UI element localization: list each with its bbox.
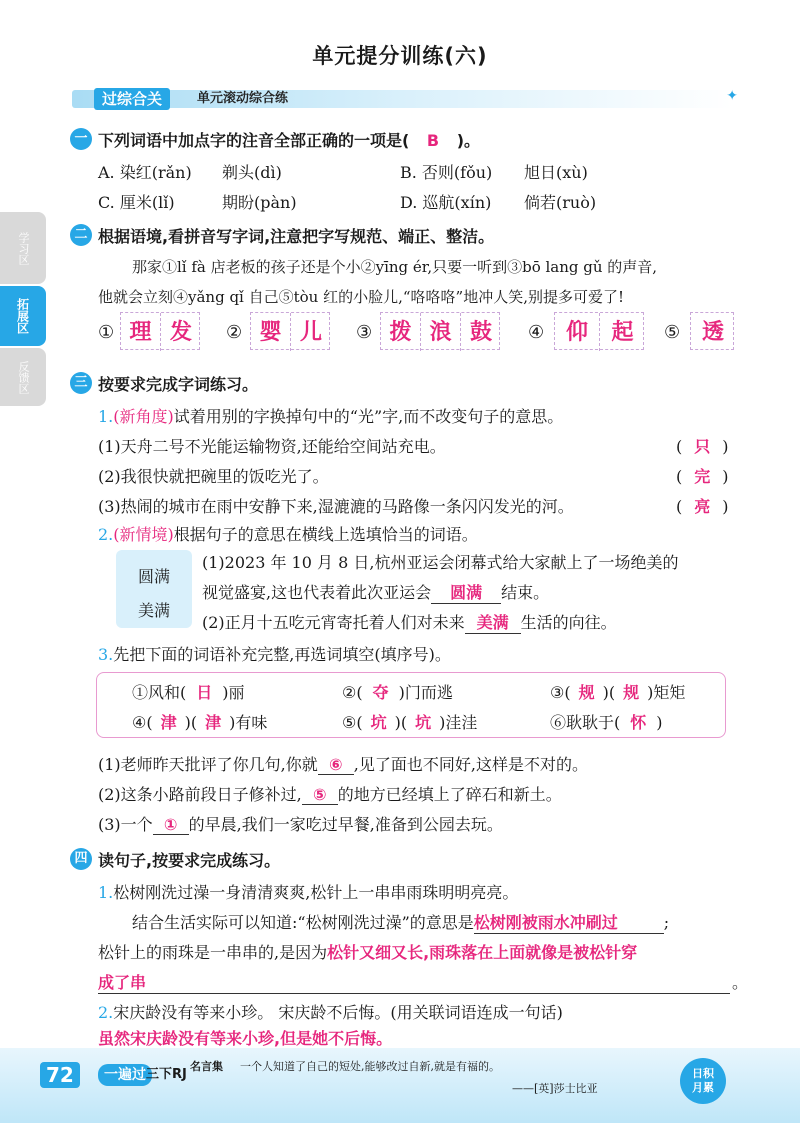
idiom-text: )丽 [222,683,245,702]
q1-head-text: 下列词语中加点字的注音全部正确的一项是( [98,131,410,150]
q4-sub-2 [98,1000,563,1023]
star-icon: ✦ [726,88,738,104]
q3-sub-2-tag: (新情境) [113,525,174,544]
q3-sub-1-tag: (新角度) [113,407,174,426]
badge-line-1: 日积 [692,1067,714,1080]
word-choice-2: 美满 [137,601,170,620]
badge-line-2: 月累 [692,1081,714,1094]
q4-s1-line-2-text: 松针上的雨珠是一串串的,是因为 [98,943,328,962]
idiom-4 [132,710,267,733]
q2-char: 发 [169,319,192,345]
q2-char: 理 [121,313,161,351]
question-4-heading: 读句子,按要求完成练习。 [98,851,281,870]
q2-paragraph-line-1: 那家①lǐ fà 店老板的孩子还是个小②yīng ér,只要一听到③bō lang gǔ 的声音, [132,258,658,276]
fill-text: (2)这条小路前段日子修补过, [98,785,302,804]
fill-text: 的早晨,我们一家吃过早餐,准备到公园去玩。 [188,815,503,834]
q2-answer-num-1: ① [98,322,115,343]
question-number-4: 四 [70,848,92,870]
quote-label: 名言集 [190,1060,223,1073]
q2-paragraph-line-2: 他就会立刻④yǎng qǐ 自己⑤tòu 红的小脸儿,“咯咯咯”地冲人笑,别提多可爱了! [98,288,625,306]
banner-bar [72,90,732,108]
fill-text: ,见了面也不同好,这样是不对的。 [353,755,588,774]
q3-s1-item-1-answer: ( 只 ) [676,437,729,456]
q2-char: 婴 [251,313,291,351]
q3-sub-3 [98,642,451,665]
q3-sub-2-no: 2. [98,525,114,544]
q4-sub-1 [98,880,518,903]
idiom-answer: 规 [623,683,640,702]
q3-s1-item-2: (2)我很快就把碗里的饭吃光了。 [98,467,329,486]
idiom-text: )( [394,713,408,732]
q3-s2-line-2c: 生活的向往。 [520,613,617,632]
word-choice-box [116,550,192,628]
q3-s2-line-1b [202,580,549,604]
idiom-1 [132,680,245,703]
idiom-answer: 夺 [372,683,389,702]
q4-s1-line-1: 结合生活实际可以知道:“松树刚洗过澡”的意思是松树刚被雨水冲刷过 ; [132,910,669,934]
q1-head-end: )。 [456,131,481,150]
q4-sub-1-text: 松树刚洗过澡一身清清爽爽,松针上一串串雨珠明明亮亮。 [113,883,519,902]
idiom-answer: 津 [205,713,222,732]
idiom-text: )门而逃 [398,683,453,702]
question-number-2: 二 [70,224,92,246]
q3-sub-1-text: 试着用别的字换掉句中的“光”字,而不改变句子的意思。 [173,407,564,426]
idiom-5 [342,710,477,733]
q4-s2-answer-line [98,1026,730,1050]
q2-answer-num-2: ② [226,322,243,343]
q3-sub-2 [98,522,478,545]
idiom-3 [550,680,685,703]
q2-answer-box-5 [690,312,734,350]
q2-answer-box-3 [380,312,500,350]
word-choice-1: 圆满 [137,567,170,586]
idiom-text: ②( [342,683,363,702]
q2-answer-num-4: ④ [528,322,545,343]
q3-s1-answer: 完 [694,467,711,486]
q3-s2-answer-2: 美满 [465,610,521,634]
q2-char: 浪 [421,313,461,351]
idiom-text: ⑤( [342,713,363,732]
q3-s2-line-1c: 结束。 [501,583,550,602]
q4-s1-answer-3: 成了串 [98,973,147,992]
q3-s2-line-2a: (2)正月十五吃元宵寄托着人们对未来 [202,613,465,632]
q1-option-b: B. 否则(fǒu) [400,163,493,182]
idiom-text: )( [184,713,198,732]
idiom-text: ①风和( [132,683,187,702]
banner-tag: 过综合关 [94,88,170,110]
fill-text: (3)一个 [98,815,153,834]
q1-option-a-2: 剃头(dì) [222,163,282,182]
q3-s1-answer: 只 [694,437,711,456]
idiom-text: ) [656,713,663,732]
page-number: 72 [40,1062,80,1088]
fill-answer: ⑤ [302,785,338,805]
q4-sub-2-text: 宋庆龄没有等来小珍。 宋庆龄不后悔。(用关联词语连成一句话) [113,1003,563,1022]
idiom-text: )有味 [229,713,268,732]
q2-answer-num-5: ⑤ [664,322,681,343]
q2-char: 仰 [555,313,600,351]
banner-subtitle: 单元滚动综合练 [197,91,289,106]
q2-answer-box-2 [250,312,330,350]
idiom-text: )洼洼 [439,713,478,732]
q3-s1-item-3-answer: ( 亮 ) [676,497,729,516]
q4-s1-answer-2: 松针又细又长,雨珠落在上面就像是被松针穿 [327,943,638,962]
idiom-answer: 坑 [370,713,387,732]
q3-s2-line-2 [202,610,617,634]
idiom-text: )( [602,683,616,702]
q3-sub-3-text: 先把下面的词语补充完整,再选词填空(填序号)。 [113,645,451,664]
q1-option-a: A. 染红(rǎn) [98,163,192,182]
q3-sub-2-text: 根据句子的意思在横线上选填恰当的词语。 [173,525,478,544]
side-tab-study[interactable]: 学习区 [0,212,46,284]
idiom-text: ⑥耿耿于( [550,713,621,732]
q2-answer-num-3: ③ [356,322,373,343]
q1-option-d: D. 巡航(xín) [400,193,492,212]
question-2-heading: 根据语境,看拼音写字词,注意把字写规范、端正、整洁。 [98,227,495,246]
q1-option-c: C. 厘米(lǐ) [98,193,175,212]
q1-option-c-2: 期盼(pàn) [222,193,297,212]
q4-s1-answer-1: 松树刚被雨水冲刷过 [474,910,664,934]
q2-char: 鼓 [469,319,492,345]
q3-s3-fill-1 [98,752,588,775]
q4-s1-period: 。 [732,973,749,992]
q3-sub-3-no: 3. [98,645,114,664]
page-title: 单元提分训练(六) [312,44,488,68]
q4-sub-1-no: 1. [98,883,114,902]
q3-s3-fill-3 [98,812,503,835]
idiom-answer: 坑 [415,713,432,732]
quote-author: ——[英]莎士比亚 [512,1082,598,1095]
q1-option-b-2: 旭日(xù) [524,163,588,182]
brand-logo: 一遍过 [98,1064,152,1086]
q3-s1-item-2-answer: ( 完 ) [676,467,729,486]
idiom-2 [342,680,453,703]
q1-option-d-2: 倘若(ruò) [524,193,597,212]
idiom-text: ④( [132,713,153,732]
q2-answer-box-1 [120,312,200,350]
idiom-answer: 规 [578,683,595,702]
idiom-answer: 怀 [630,713,647,732]
q4-s1-line-2 [98,940,637,963]
idiom-answer: 日 [196,683,213,702]
q4-s2-answer: 虽然宋庆龄没有等来小珍,但是她不后悔。 [98,1029,393,1048]
q2-char: 起 [611,319,634,345]
q3-s1-answer: 亮 [694,497,711,516]
q1-answer: B [426,131,440,150]
fill-text: (1)老师昨天批评了你几句,你就 [98,755,318,774]
fill-answer: ① [153,815,189,835]
q4-s1-line-3 [98,970,730,994]
q4-sub-2-no: 2. [98,1003,114,1022]
fill-text: 的地方已经填上了碎石和新土。 [337,785,562,804]
quote-text: 一个人知道了自己的短处,能够改过自新,就是有福的。 [240,1060,500,1073]
idiom-text: )矩矩 [647,683,686,702]
q4-s1-line-1-text: 结合生活实际可以知道:“松树刚洗过澡”的意思是 [132,913,474,932]
q2-char: 儿 [299,319,322,345]
q3-s2-answer-1: 圆满 [431,580,501,604]
badge [680,1058,726,1104]
q3-s1-item-3: (3)热闹的城市在雨中安静下来,湿漉漉的马路像一条闪闪发光的河。 [98,497,574,516]
fill-answer: ⑥ [318,755,354,775]
question-3-heading: 按要求完成字词练习。 [98,375,259,394]
q3-sub-1-no: 1. [98,407,114,426]
q3-s2-line-1b-text: 视觉盛宴,这也代表着此次亚运会 [202,583,432,602]
grade-label: 三下RJ [146,1067,187,1082]
question-number-3: 三 [70,372,92,394]
idiom-answer: 津 [160,713,177,732]
idiom-6 [550,710,663,733]
q2-char: 拨 [381,313,421,351]
q3-s3-fill-2 [98,782,562,805]
side-tab-feedback[interactable]: 反馈区 [0,348,46,406]
q3-sub-1 [98,404,563,427]
side-tab-extend[interactable]: 拓展区 [0,286,46,346]
question-number-1: 一 [70,128,92,150]
idiom-text: ③( [550,683,571,702]
section-banner [72,88,738,110]
q3-s1-item-1: (1)天舟二号不光能运输物资,还能给空间站充电。 [98,437,446,456]
q2-answer-box-4 [554,312,644,350]
question-1-heading [98,128,480,151]
q3-s2-line-1a: (1)2023 年 10 月 8 日,杭州亚运会闭幕式给大家献上了一场绝美的 [202,553,679,572]
q2-char: 透 [701,319,724,345]
